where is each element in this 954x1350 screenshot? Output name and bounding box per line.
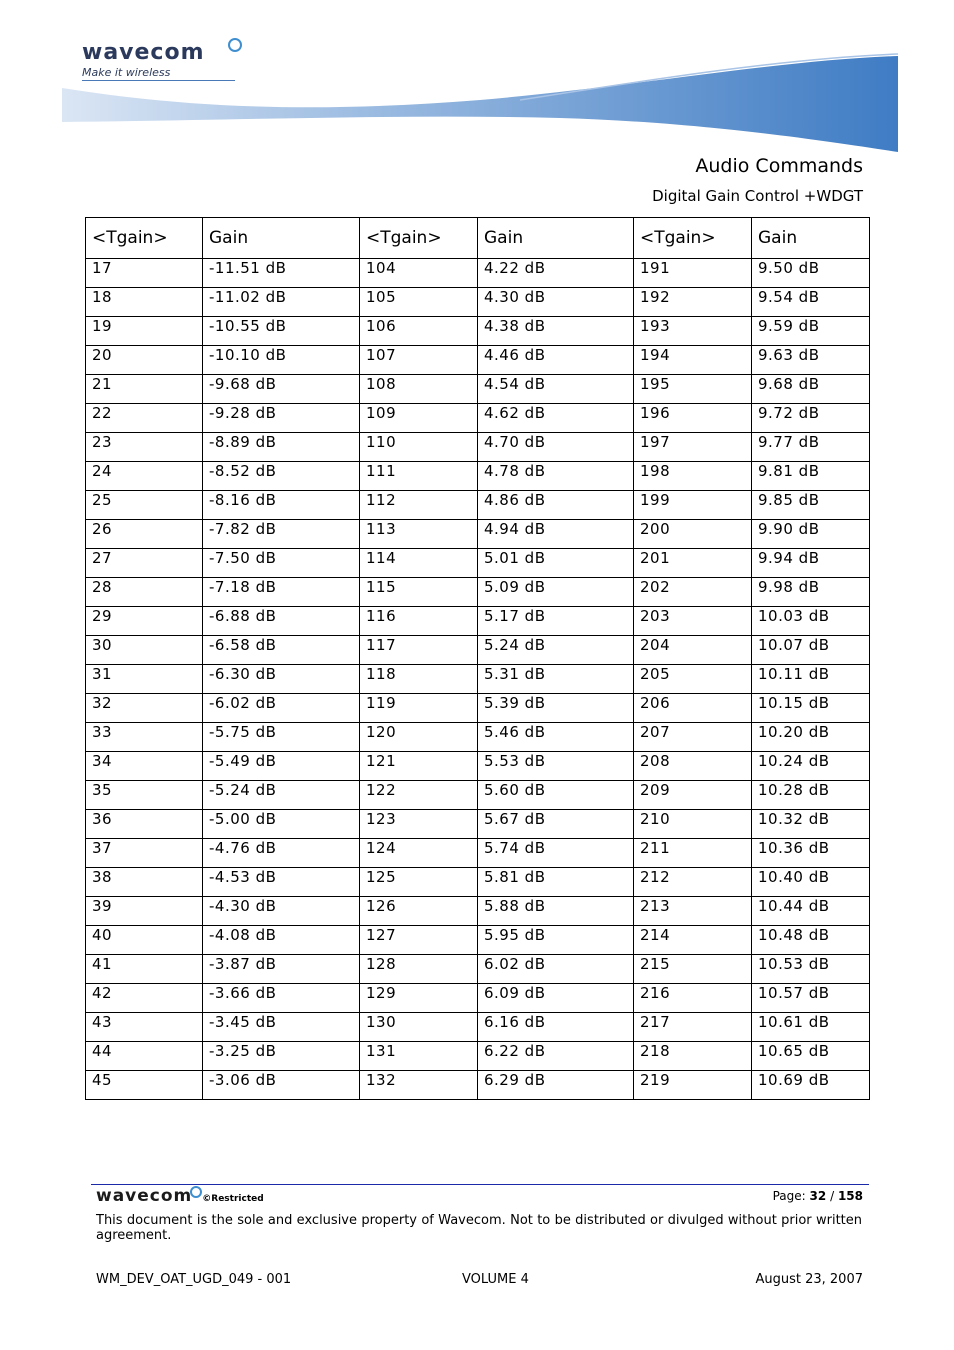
tgain-cell: 45 [86,1071,203,1100]
gain-cell: 4.22 dB [478,259,634,288]
gain-table [85,217,870,1100]
tgain-cell: 199 [634,491,752,520]
tgain-cell: 118 [360,665,478,694]
tgain-cell: 104 [360,259,478,288]
gain-cell: 10.15 dB [752,694,870,723]
gain-cell: 6.16 dB [478,1013,634,1042]
tgain-cell: 29 [86,607,203,636]
tgain-cell: 107 [360,346,478,375]
gain-cell: 4.30 dB [478,288,634,317]
gain-cell: 4.46 dB [478,346,634,375]
tgain-cell: 212 [634,868,752,897]
tgain-cell: 198 [634,462,752,491]
gain-cell: -7.50 dB [203,549,360,578]
tgain-cell: 193 [634,317,752,346]
column-header-gain: Gain [478,218,634,259]
tgain-cell: 31 [86,665,203,694]
tgain-cell: 30 [86,636,203,665]
table-row [86,926,870,955]
tgain-cell: 22 [86,404,203,433]
footer-divider [91,1184,869,1185]
gain-cell: 9.90 dB [752,520,870,549]
tgain-cell: 33 [86,723,203,752]
tgain-cell: 114 [360,549,478,578]
gain-cell: -3.45 dB [203,1013,360,1042]
page-label: Page: [772,1189,806,1203]
tgain-cell: 208 [634,752,752,781]
table-row [86,665,870,694]
gain-cell: 9.94 dB [752,549,870,578]
table-row [86,868,870,897]
gain-cell: 6.29 dB [478,1071,634,1100]
table-row [86,1071,870,1100]
tgain-cell: 108 [360,375,478,404]
gain-cell: 10.03 dB [752,607,870,636]
tgain-cell: 202 [634,578,752,607]
gain-cell: -3.25 dB [203,1042,360,1071]
tgain-cell: 129 [360,984,478,1013]
page-separator: / [830,1189,835,1203]
table-body [86,259,870,1100]
tgain-cell: 121 [360,752,478,781]
page-current: 32 [809,1189,827,1203]
tgain-cell: 124 [360,839,478,868]
tgain-cell: 217 [634,1013,752,1042]
gain-cell: -9.68 dB [203,375,360,404]
gain-cell: 9.72 dB [752,404,870,433]
tgain-cell: 125 [360,868,478,897]
gain-cell: -5.49 dB [203,752,360,781]
tgain-cell: 205 [634,665,752,694]
gain-cell: 10.07 dB [752,636,870,665]
gain-cell: 5.46 dB [478,723,634,752]
tgain-cell: 214 [634,926,752,955]
gain-cell: 5.67 dB [478,810,634,839]
table-row [86,723,870,752]
tgain-cell: 35 [86,781,203,810]
table-header-row [86,218,870,259]
gain-cell: 4.70 dB [478,433,634,462]
tgain-cell: 27 [86,549,203,578]
tgain-cell: 127 [360,926,478,955]
gain-cell: 10.61 dB [752,1013,870,1042]
gain-cell: -8.89 dB [203,433,360,462]
gain-cell: -5.75 dB [203,723,360,752]
tgain-cell: 17 [86,259,203,288]
footer-swirl-icon [190,1186,202,1198]
table-row [86,636,870,665]
column-header-gain: Gain [203,218,360,259]
gain-cell: 9.50 dB [752,259,870,288]
gain-cell: 10.11 dB [752,665,870,694]
footer-logo [96,1186,264,1206]
tgain-cell: 213 [634,897,752,926]
tgain-cell: 24 [86,462,203,491]
tgain-cell: 28 [86,578,203,607]
gain-cell: -6.58 dB [203,636,360,665]
table-row [86,984,870,1013]
tgain-cell: 203 [634,607,752,636]
restricted-label: ©Restricted [202,1194,264,1204]
tgain-cell: 34 [86,752,203,781]
gain-cell: 9.63 dB [752,346,870,375]
document-date: August 23, 2007 [755,1272,863,1287]
tgain-cell: 195 [634,375,752,404]
tgain-cell: 126 [360,897,478,926]
header-wave-banner [0,50,954,160]
gain-cell: 5.88 dB [478,897,634,926]
page-total: 158 [837,1189,863,1203]
gain-cell: 9.81 dB [752,462,870,491]
gain-cell: 9.54 dB [752,288,870,317]
table-row [86,433,870,462]
gain-cell: 4.38 dB [478,317,634,346]
table-row [86,1042,870,1071]
logo-tagline: Make it wireless [82,66,171,79]
table-row [86,839,870,868]
gain-cell: 5.39 dB [478,694,634,723]
section-title: Audio Commands [695,155,863,177]
gain-cell: 4.62 dB [478,404,634,433]
gain-cell: 6.02 dB [478,955,634,984]
table-row [86,404,870,433]
tgain-cell: 26 [86,520,203,549]
tgain-cell: 21 [86,375,203,404]
volume-label: VOLUME 4 [462,1272,529,1287]
section-subtitle: Digital Gain Control +WDGT [652,187,863,205]
table-row [86,607,870,636]
tgain-cell: 42 [86,984,203,1013]
tgain-cell: 207 [634,723,752,752]
gain-cell: 5.81 dB [478,868,634,897]
gain-cell: 4.86 dB [478,491,634,520]
tgain-cell: 23 [86,433,203,462]
tgain-cell: 36 [86,810,203,839]
gain-cell: 5.01 dB [478,549,634,578]
gain-cell: 9.85 dB [752,491,870,520]
table-row [86,520,870,549]
gain-cell: 5.24 dB [478,636,634,665]
gain-cell: 5.74 dB [478,839,634,868]
table-row [86,897,870,926]
tgain-cell: 216 [634,984,752,1013]
table-row [86,346,870,375]
gain-cell: 9.59 dB [752,317,870,346]
gain-cell: 9.98 dB [752,578,870,607]
gain-cell: 5.17 dB [478,607,634,636]
tgain-cell: 219 [634,1071,752,1100]
tgain-cell: 39 [86,897,203,926]
gain-cell: 10.28 dB [752,781,870,810]
tgain-cell: 197 [634,433,752,462]
tgain-cell: 120 [360,723,478,752]
gain-cell: 5.09 dB [478,578,634,607]
gain-cell: 10.65 dB [752,1042,870,1071]
gain-cell: 9.68 dB [752,375,870,404]
gain-cell: -3.06 dB [203,1071,360,1100]
tgain-cell: 218 [634,1042,752,1071]
tgain-cell: 211 [634,839,752,868]
logo-wordmark: wavecom [82,40,205,65]
tgain-cell: 37 [86,839,203,868]
gain-cell: 10.20 dB [752,723,870,752]
table-row [86,694,870,723]
gain-cell: -4.76 dB [203,839,360,868]
table-row [86,955,870,984]
gain-cell: -10.55 dB [203,317,360,346]
table-row [86,1013,870,1042]
table-row [86,752,870,781]
gain-cell: -4.53 dB [203,868,360,897]
tgain-cell: 131 [360,1042,478,1071]
gain-cell: 10.44 dB [752,897,870,926]
gain-cell: 5.53 dB [478,752,634,781]
tgain-cell: 119 [360,694,478,723]
footer-wordmark: wavecom [96,1186,193,1206]
tgain-cell: 41 [86,955,203,984]
tgain-cell: 25 [86,491,203,520]
tgain-cell: 43 [86,1013,203,1042]
tgain-cell: 196 [634,404,752,433]
table-row [86,578,870,607]
gain-cell: -3.87 dB [203,955,360,984]
table-row [86,491,870,520]
table-row [86,259,870,288]
gain-cell: -5.24 dB [203,781,360,810]
gain-cell: 10.24 dB [752,752,870,781]
tgain-cell: 128 [360,955,478,984]
gain-cell: 10.53 dB [752,955,870,984]
tgain-cell: 200 [634,520,752,549]
gain-cell: 4.78 dB [478,462,634,491]
gain-cell: 6.09 dB [478,984,634,1013]
column-header-tgain: <Tgain> [360,218,478,259]
tgain-cell: 44 [86,1042,203,1071]
gain-cell: -6.88 dB [203,607,360,636]
column-header-gain: Gain [752,218,870,259]
gain-cell: 10.40 dB [752,868,870,897]
gain-cell: -5.00 dB [203,810,360,839]
column-header-tgain: <Tgain> [634,218,752,259]
tgain-cell: 194 [634,346,752,375]
gain-cell: 5.95 dB [478,926,634,955]
gain-cell: 9.77 dB [752,433,870,462]
gain-cell: -8.52 dB [203,462,360,491]
table-row [86,810,870,839]
tgain-cell: 19 [86,317,203,346]
column-header-tgain: <Tgain> [86,218,203,259]
gain-cell: -11.02 dB [203,288,360,317]
gain-cell: 10.36 dB [752,839,870,868]
tgain-cell: 206 [634,694,752,723]
table-row [86,288,870,317]
tgain-cell: 18 [86,288,203,317]
gain-cell: -7.82 dB [203,520,360,549]
gain-cell: -3.66 dB [203,984,360,1013]
tgain-cell: 117 [360,636,478,665]
tgain-cell: 122 [360,781,478,810]
tgain-cell: 32 [86,694,203,723]
gain-cell: -7.18 dB [203,578,360,607]
tgain-cell: 38 [86,868,203,897]
gain-cell: 10.69 dB [752,1071,870,1100]
gain-cell: 10.48 dB [752,926,870,955]
tgain-cell: 111 [360,462,478,491]
tgain-cell: 20 [86,346,203,375]
tgain-cell: 210 [634,810,752,839]
table-row [86,462,870,491]
table-row [86,549,870,578]
confidentiality-notice: This document is the sole and exclusive property of Wavecom. Not to be distributed or divulged without prior written agreement. [96,1213,862,1243]
tgain-cell: 192 [634,288,752,317]
tgain-cell: 132 [360,1071,478,1100]
gain-cell: -4.30 dB [203,897,360,926]
gain-cell: -6.02 dB [203,694,360,723]
gain-cell: 4.54 dB [478,375,634,404]
gain-cell: -9.28 dB [203,404,360,433]
gain-cell: 5.31 dB [478,665,634,694]
gain-cell: -4.08 dB [203,926,360,955]
tgain-cell: 116 [360,607,478,636]
tgain-cell: 115 [360,578,478,607]
tgain-cell: 40 [86,926,203,955]
gain-cell: -11.51 dB [203,259,360,288]
tgain-cell: 112 [360,491,478,520]
tgain-cell: 204 [634,636,752,665]
gain-cell: 10.32 dB [752,810,870,839]
tgain-cell: 201 [634,549,752,578]
tgain-cell: 109 [360,404,478,433]
table-row [86,317,870,346]
tgain-cell: 123 [360,810,478,839]
tgain-cell: 110 [360,433,478,462]
gain-cell: 10.57 dB [752,984,870,1013]
tgain-cell: 113 [360,520,478,549]
table-row [86,781,870,810]
tgain-cell: 215 [634,955,752,984]
table-row [86,375,870,404]
tgain-cell: 191 [634,259,752,288]
document-reference: WM_DEV_OAT_UGD_049 - 001 [96,1272,292,1287]
page-number [773,1189,863,1203]
gain-cell: 5.60 dB [478,781,634,810]
gain-cell: -10.10 dB [203,346,360,375]
tgain-cell: 209 [634,781,752,810]
tgain-cell: 105 [360,288,478,317]
gain-cell: 4.94 dB [478,520,634,549]
gain-cell: -6.30 dB [203,665,360,694]
gain-cell: 6.22 dB [478,1042,634,1071]
tgain-cell: 130 [360,1013,478,1042]
gain-cell: -8.16 dB [203,491,360,520]
tgain-cell: 106 [360,317,478,346]
